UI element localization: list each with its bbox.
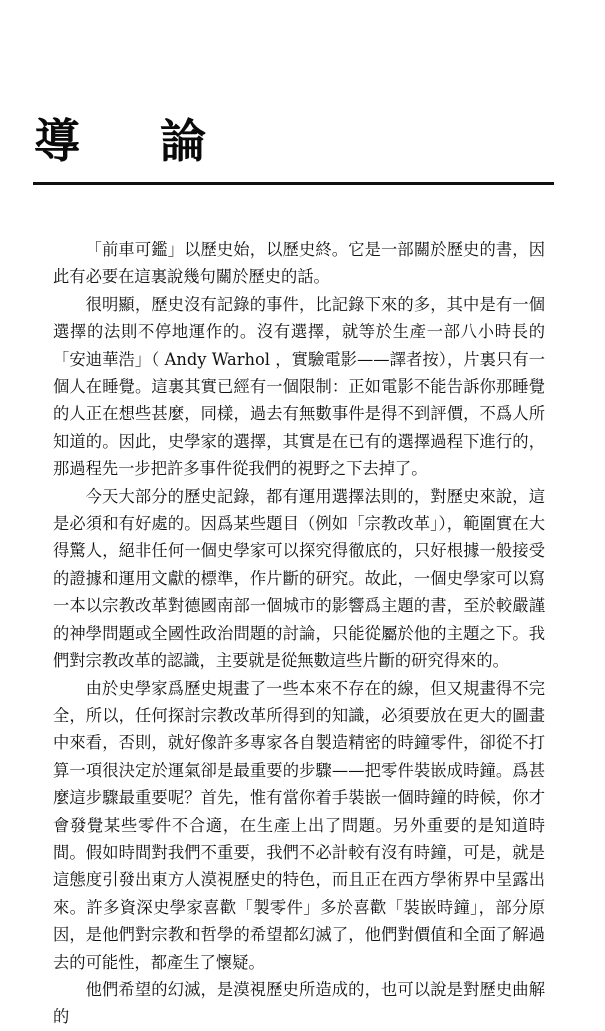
paragraph-2: 很明顯，歷史沒有記錄的事件，比記錄下來的多，其中是有一個選擇的法則不停地運作的。沒有選擇，就等於生產一部八小時長的「安迪華浩」（ Andy Warhol ，實驗電影——譯者按），片裏只有一個人在睡覺。這裏其實已經有一個限制：正如電影不能告訴你那睡覺的人正在想些甚麼，同樣，過去有無數事件是得不到評價，不爲人所知道的。因此，史學家的選擇，其實是在已有的選擇過程下進行的，那過程先一步把許多事件從我們的視野之下去掉了。 xyxy=(53,294,545,479)
paragraph-5: 他們希望的幻滅，是漠視歷史所造成的，也可以說是對歷史曲解的 xyxy=(53,979,545,1027)
paragraph-4: 由於史學家爲歷史規畫了一些本來不存在的線，但又規畫得不完全，所以，任何探討宗教改革所得到的知識，必須要放在更大的圖畫中來看，否則，就好像許多專家各自製造精密的時鐘零件，卻從不打算一項很決定於運氣卻是最重要的步驟——把零件裝嵌成時鐘。爲甚麼這步驟最重要呢？首先，惟有當你着手裝嵌一個時鐘的時候，你才會發覺某些零件不合適，在生產上出了問題。另外重要的是知道時間。假如時間對我們不重要，我們不必計較有沒有時鐘，可是，就是這態度引發出東方人漠視歷史的特色，而且正在西方學術界中呈露出來。許多資深史學家喜歡「製零件」多於喜歡「裝嵌時鐘」，部分原因，是他們對宗教和哲學的希望都幻滅了，他們對價值和全面了解過去的可能性，都產生了懷疑。 xyxy=(53,678,545,972)
paragraph-3: 今天大部分的歷史記錄，都有運用選擇法則的，對歷史來說，這是必須和有好處的。因爲某些題目（例如「宗教改革」），範圍實在大得驚人，絕非任何一個史學家可以探究得徹底的，只好根據一般接受的證據和運用文獻的標準，作片斷的研究。故此，一個史學家可以寫一本以宗教改革對德國南部一個城市的影響爲主題的書，至於較嚴謹的神學問題或全國性政治問題的討論，只能從屬於他的主題之下。我們對宗教改革的認識，主要就是從無數這些片斷的研究得來的。 xyxy=(53,486,545,671)
paragraph-1: 「前車可鑑」以歷史始，以歷史終。它是一部關於歷史的書，因此有必要在這裏說幾句關於歷史的話。 xyxy=(53,240,545,287)
chapter-title: 導 論 xyxy=(34,114,239,168)
body-text xyxy=(53,236,545,1031)
title-divider xyxy=(33,182,554,185)
